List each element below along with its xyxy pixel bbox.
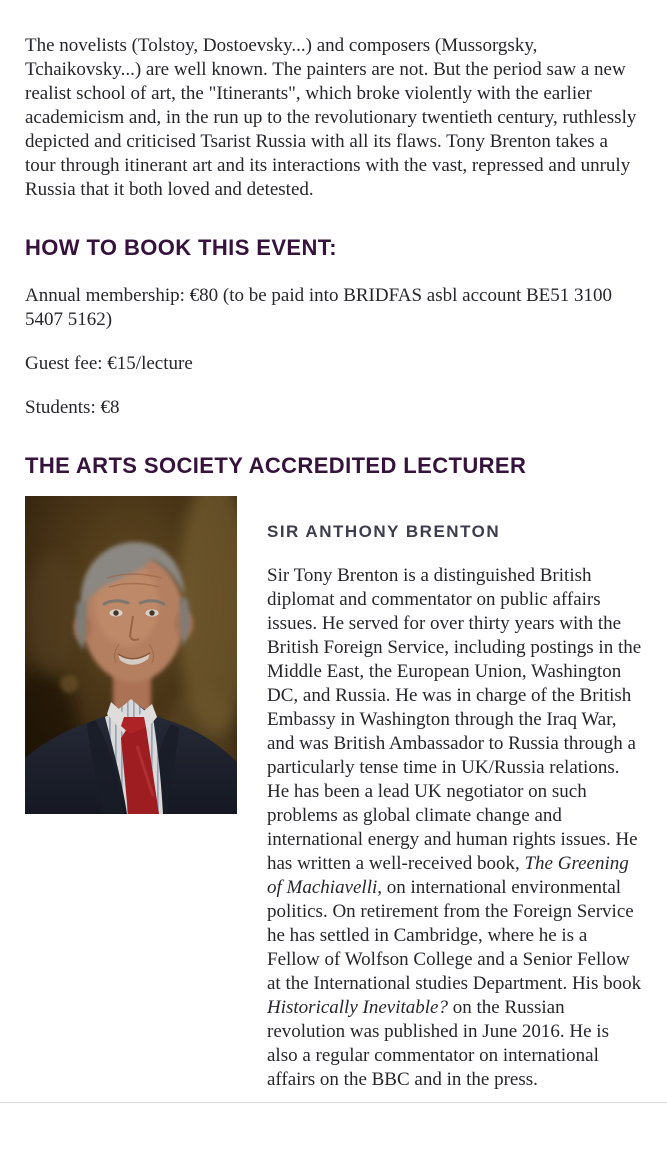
lecturer-name-heading: SIR ANTHONY BRENTON [267, 522, 501, 541]
lecturer-bio-column [267, 496, 642, 1092]
bio-text-part-3: on the Russian revolution was published in June 2016. He is also a regular commentator on international affairs on the BBC and in the press. [267, 997, 609, 1090]
lecturer-photo [25, 496, 237, 814]
portrait-illustration [25, 496, 237, 814]
intro-paragraph: The novelists (Tolstoy, Dostoevsky...) and composers (Mussorgsky, Tchaikovsky...) are well known. The painters are not. But the period saw a new realist school of art, the "Itinerants", which broke violently with the earlier academicism and, in the run up to the revolutionary twentieth century, ruthlessly depicted and criticised Tsarist Russia with all its flaws. Tony Brenton takes a tour through itinerant art and its interactions with the vast, repressed and unruly Russia that it both loved and detested. [25, 35, 637, 200]
bio-text-part-2: on international environmental politics. On retirement from the Foreign Service he has settled in Cambridge, where he is a Fellow of Wolfson College and a Senior Fellow at the International studies Department. His book [267, 877, 642, 994]
how-to-book-heading: HOW TO BOOK THIS EVENT: [25, 235, 337, 260]
bottom-divider [0, 1102, 667, 1103]
booking-details [25, 284, 642, 420]
guest-fee-text: Guest fee: €15/lecture [25, 353, 193, 374]
accredited-lecturer-heading: THE ARTS SOCIETY ACCREDITED LECTURER [25, 453, 527, 478]
lecturer-bio-paragraph [267, 564, 642, 1092]
bio-text-part-1: Sir Tony Brenton is a distinguished British diplomat and commentator on public affairs issues. He served for over thirty years with the British Foreign Service, including postings in the Middle East, the European Union, Washington DC, and Russia. He was in charge of the British Embassy in Washington through the Iraq War, and was British Ambassador to Russia through a particularly tense time in UK/Russia relations. He has been a lead UK negotiator on such problems as global climate change and international energy and human rights issues. He has written a well-received book, [267, 565, 642, 874]
bio-book-title-greening-of-machiavelli: The Greening of Machiavelli, [267, 853, 629, 898]
annual-membership-text: Annual membership: €80 (to be paid into BRIDFAS asbl account BE51 3100 5407 5162) [25, 285, 612, 330]
students-fee-text: Students: €8 [25, 397, 120, 418]
bio-book-title-historically-inevitable: Historically Inevitable? [267, 997, 448, 1018]
lecturer-section [25, 496, 642, 1092]
